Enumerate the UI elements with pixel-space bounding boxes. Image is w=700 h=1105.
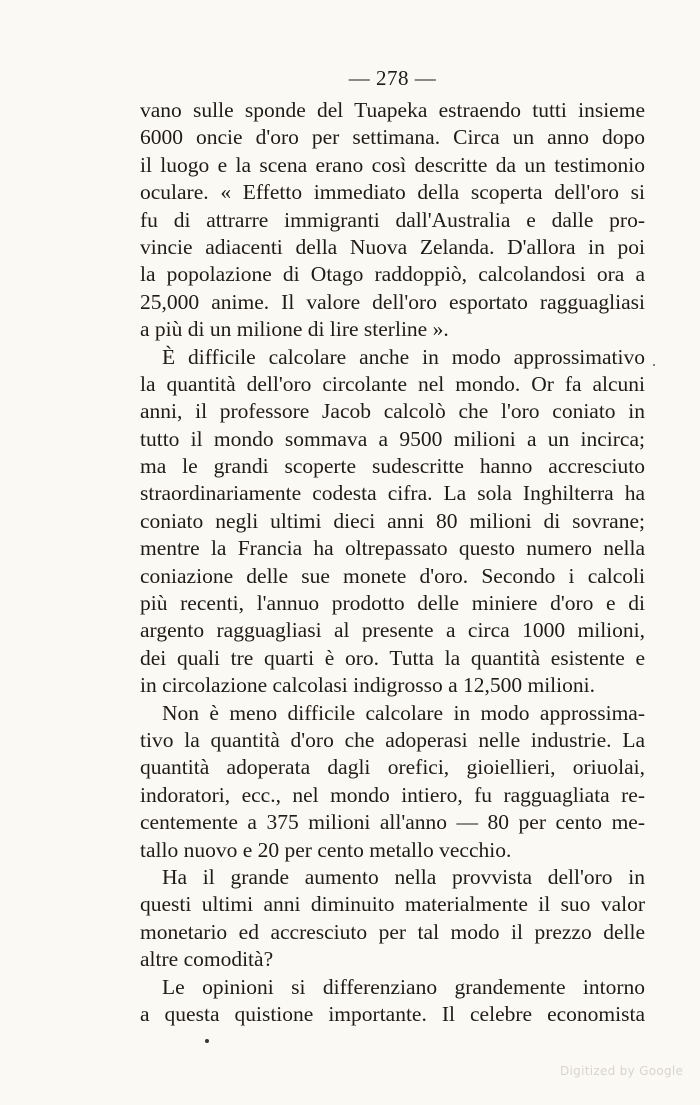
text-line: altre comodità? <box>140 947 274 972</box>
text-line: indoratori, ecc., nel mondo intiero, fu ragguagliata re- <box>140 782 645 807</box>
text-line: ma le grandi scoperte sudescritte hanno accresciuto <box>140 454 645 479</box>
text-line: oculare. « Effetto immediato della scoperta dell'oro si <box>140 180 645 205</box>
text-line: anni, il professore Jacob calcolò che l'oro coniato in <box>140 399 645 424</box>
text-line: più recenti, l'annuo prodotto delle miniere d'oro e di <box>140 591 645 616</box>
text-line: Le opinioni si differenziano grandemente intorno <box>162 974 645 999</box>
text-line: tallo nuovo e 20 per cento metallo vecchio. <box>140 837 512 862</box>
text-line: questi ultimi anni diminuito materialmente il suo valor <box>140 892 645 917</box>
text-line: argento ragguagliasi al presente a circa 1000 milioni, <box>140 618 645 643</box>
text-line: vano sulle sponde del Tuapeka estraendo tutti insieme <box>140 98 645 122</box>
text-line: tutto il mondo sommava a 9500 milioni a un incirca; <box>140 426 645 451</box>
text-line: tivo la quantità d'oro che adoperasi nelle industrie. La <box>140 727 645 752</box>
text-line: straordinariamente codesta cifra. La sola Inghilterra ha <box>140 481 645 506</box>
text-line: È difficile calcolare anche in modo approssimativo <box>162 344 645 369</box>
text-line: fu di attrarre immigranti dall'Australia e dalle pro- <box>140 207 645 232</box>
text-line: coniazione delle sue monete d'oro. Secondo i calcoli <box>140 563 645 588</box>
text-line: a questa quistione importante. Il celebre economista <box>140 1001 645 1026</box>
text-line: vincie adiacenti della Nuova Zelanda. D'allora in poi <box>140 234 645 259</box>
text-line: 25,000 anime. Il valore dell'oro esportato ragguagliasi <box>140 289 645 314</box>
text-line: in circolazione calcolasi indigrosso a 12,500 milioni. <box>140 673 595 698</box>
text-line: la quantità dell'oro circolante nel mondo. Or fa alcuni <box>140 371 645 396</box>
text-line: monetario ed accresciuto per tal modo il prezzo delle <box>140 919 645 944</box>
text-line: centemente a 375 milioni all'anno — 80 per cento me- <box>140 810 645 835</box>
watermark: Digitized by Google <box>560 1064 684 1078</box>
text-line: 6000 oncie d'oro per settimana. Circa un anno dopo <box>140 125 645 150</box>
text-line: la popolazione di Otago raddoppiò, calcolandosi ora a <box>140 262 645 287</box>
text-line: mentre la Francia ha oltrepassato questo numero nella <box>140 536 645 561</box>
ink-speck <box>653 364 655 366</box>
text-line: Ha il grande aumento nella provvista dell'oro in <box>162 864 645 889</box>
body-text <box>140 97 645 1028</box>
text-line: Non è meno difficile calcolare in modo approssima- <box>162 700 645 725</box>
text-line: dei quali tre quarti è oro. Tutta la quantità esistente e <box>140 645 645 670</box>
text-line: quantità adoperata dagli orefici, gioiellieri, oriuolai, <box>140 755 645 780</box>
ink-speck <box>205 1039 209 1043</box>
text-line: a più di un milione di lire sterline ». <box>140 317 449 342</box>
page-number: — 278 — <box>348 66 437 90</box>
text-line: coniato negli ultimi dieci anni 80 milioni di sovrane; <box>140 508 645 533</box>
text-line: il luogo e la scena erano così descritte da un testimonio <box>140 152 645 177</box>
